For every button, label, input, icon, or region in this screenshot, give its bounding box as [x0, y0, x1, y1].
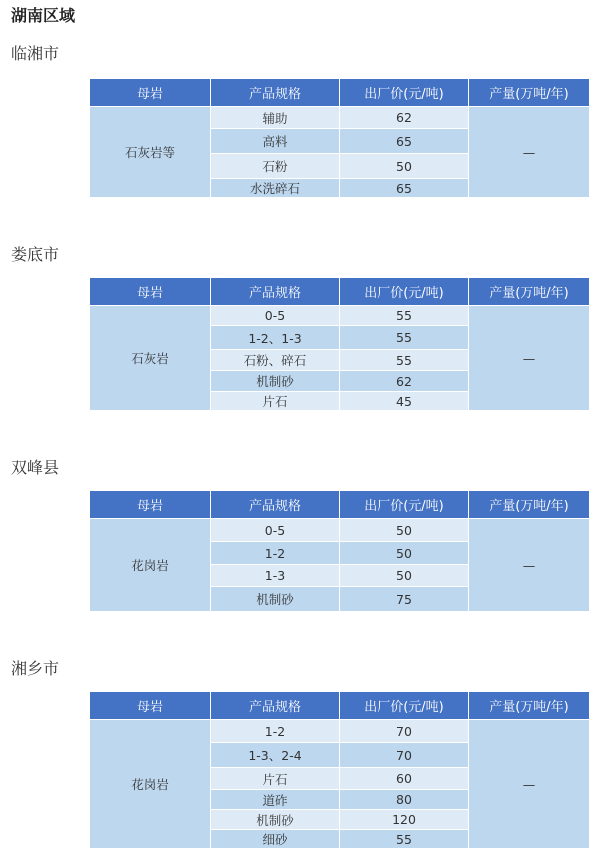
rock-cell: 石灰岩等: [90, 107, 211, 198]
price-cell: 75: [340, 587, 469, 612]
output-cell: —: [469, 107, 590, 198]
page-title: 湖南区域: [11, 6, 76, 25]
header-rock: 母岩: [90, 692, 211, 720]
header-rock: 母岩: [90, 79, 211, 107]
spec-cell: 1-2: [211, 542, 340, 565]
header-spec: 产品规格: [211, 692, 340, 720]
spec-cell: 1-3: [211, 565, 340, 587]
output-cell: —: [469, 306, 590, 411]
header-rock: 母岩: [90, 491, 211, 519]
spec-cell: 片石: [211, 392, 340, 411]
city-heading-shuangfeng: 双峰县: [11, 458, 60, 477]
spec-cell: 石粉、碎石: [211, 350, 340, 371]
price-table-linxiang: [89, 78, 590, 198]
header-rock: 母岩: [90, 278, 211, 306]
header-price: 出厂价(元/吨): [340, 491, 469, 519]
price-cell: 120: [340, 810, 469, 830]
price-cell: 50: [340, 542, 469, 565]
header-price: 出厂价(元/吨): [340, 278, 469, 306]
rock-cell: 花岗岩: [90, 720, 211, 849]
spec-cell: 1-2: [211, 720, 340, 743]
header-output: 产量(万吨/年): [469, 79, 590, 107]
output-cell: —: [469, 720, 590, 849]
table-header-row: [90, 692, 590, 720]
table-row: [90, 107, 590, 129]
spec-cell: 辅助: [211, 107, 340, 129]
price-cell: 50: [340, 519, 469, 542]
price-table-loudi: [89, 277, 590, 411]
spec-cell: 机制砂: [211, 587, 340, 612]
table-header-row: [90, 491, 590, 519]
spec-cell: 细砂: [211, 830, 340, 849]
city-heading-linxiang: 临湘市: [11, 44, 60, 63]
price-cell: 65: [340, 129, 469, 154]
spec-cell: 机制砂: [211, 810, 340, 830]
price-cell: 55: [340, 830, 469, 849]
spec-cell: 高料: [211, 129, 340, 154]
header-output: 产量(万吨/年): [469, 692, 590, 720]
price-cell: 50: [340, 565, 469, 587]
price-cell: 80: [340, 790, 469, 810]
header-price: 出厂价(元/吨): [340, 692, 469, 720]
price-cell: 65: [340, 179, 469, 198]
table-row: [90, 306, 590, 326]
spec-cell: 片石: [211, 768, 340, 790]
price-cell: 60: [340, 768, 469, 790]
price-cell: 55: [340, 306, 469, 326]
price-table-shuangfeng: [89, 490, 590, 612]
spec-cell: 机制砂: [211, 371, 340, 392]
rock-cell: 花岗岩: [90, 519, 211, 612]
city-heading-xiangxiang: 湘乡市: [11, 659, 60, 678]
spec-cell: 0-5: [211, 519, 340, 542]
spec-cell: 石粉: [211, 154, 340, 179]
table-row: [90, 720, 590, 743]
price-cell: 70: [340, 720, 469, 743]
header-spec: 产品规格: [211, 491, 340, 519]
header-output: 产量(万吨/年): [469, 278, 590, 306]
city-heading-loudi: 娄底市: [11, 245, 60, 264]
spec-cell: 1-3、2-4: [211, 743, 340, 768]
table-header-row: [90, 278, 590, 306]
header-spec: 产品规格: [211, 79, 340, 107]
spec-cell: 道砟: [211, 790, 340, 810]
price-table-xiangxiang: [89, 691, 590, 849]
header-spec: 产品规格: [211, 278, 340, 306]
table-row: [90, 519, 590, 542]
header-price: 出厂价(元/吨): [340, 79, 469, 107]
price-cell: 55: [340, 326, 469, 350]
price-cell: 62: [340, 107, 469, 129]
spec-cell: 0-5: [211, 306, 340, 326]
rock-cell: 石灰岩: [90, 306, 211, 411]
table-header-row: [90, 79, 590, 107]
header-output: 产量(万吨/年): [469, 491, 590, 519]
output-cell: —: [469, 519, 590, 612]
price-cell: 62: [340, 371, 469, 392]
spec-cell: 水洗碎石: [211, 179, 340, 198]
spec-cell: 1-2、1-3: [211, 326, 340, 350]
price-cell: 55: [340, 350, 469, 371]
price-cell: 50: [340, 154, 469, 179]
price-cell: 70: [340, 743, 469, 768]
price-cell: 45: [340, 392, 469, 411]
